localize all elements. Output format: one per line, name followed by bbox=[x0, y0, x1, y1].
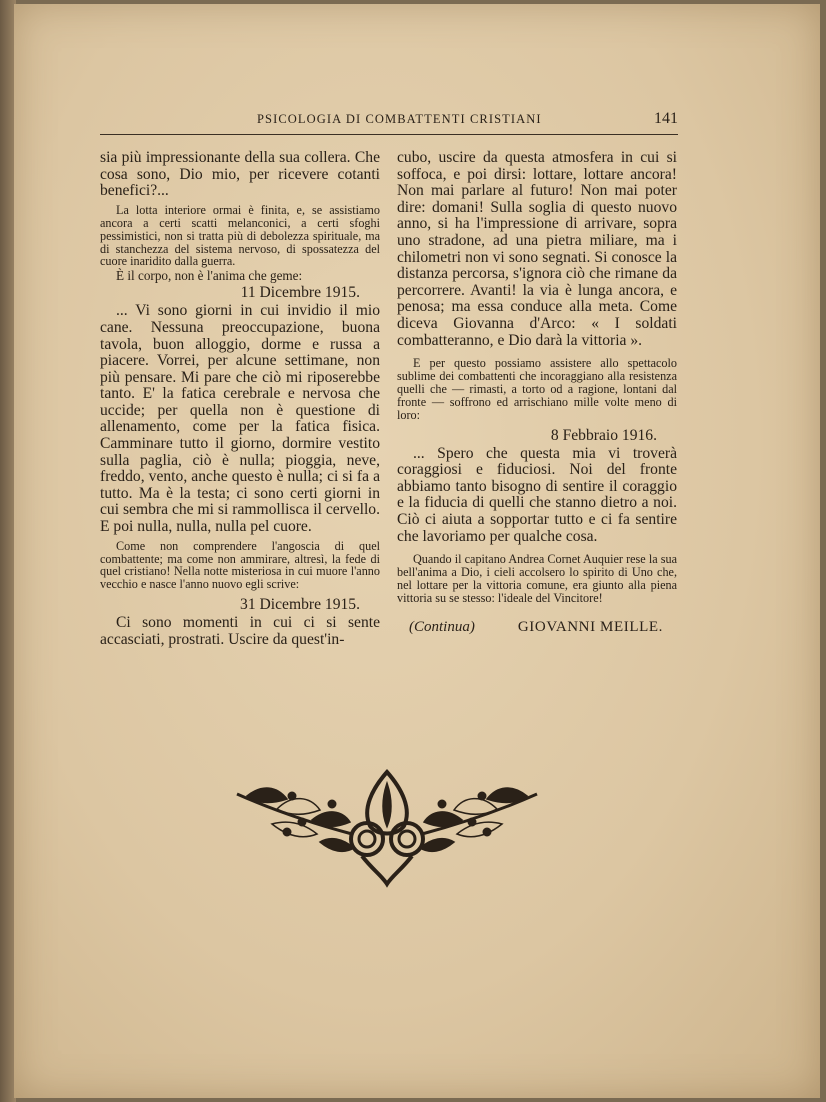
left-column bbox=[100, 150, 380, 648]
commentary-paragraph: La lotta interiore ormai è finita, e, se assistiamo ancora a certi scatti melanconici, a certi sfoghi pessimistici, non si tratta più di debolezza spirituale, ma di stanchezza del sistema nervoso, di spossatezza del cuore inaridito dalla guerra. bbox=[100, 202, 380, 269]
letter-date: 11 Dicembre 1915. bbox=[240, 284, 360, 302]
commentary-paragraph: Quando il capitano Andrea Cornet Auquier rese la sua bell'anima a Dio, i cieli accolsero lo spirito di Uno che, nel lottare per la vittoria comune, era giunto alla piena vittoria su se stesso: l'ideale del Vincitore! bbox=[397, 552, 677, 605]
letter-paragraph: cubo, uscire da questa atmosfera in cui si soffoca, e poi dirsi: lottare, lottare ancora! Non mai parlare al futuro! Non mai poter dire: domani! Sulla soglia di questo nuovo anno, si ha l'impressione di arrivare, sopra uno stradone, ad una pietra miliare, ma i chilometri non vi sono segnati. Si conosce la distanza percorsa, s'ignora ciò che rimane da percorrere. Avanti! la via è lunga ancora, e penosa; ma essa conduce alla meta. Come diceva Giovanna d'Arco: « I soldati combatteranno, e Dio darà la vittoria ». bbox=[397, 149, 677, 349]
letter-date: 8 Febbraio 1916. bbox=[550, 426, 657, 444]
author-signature: GIOVANNI MEILLE. bbox=[517, 618, 663, 635]
page-number: 141 bbox=[654, 110, 678, 127]
continua-note: (Continua) bbox=[409, 618, 475, 635]
commentary-paragraph: E per questo possiamo assistere allo spettacolo sublime dei combattenti che incoraggiano alla resistenza quelli che — rimasti, a torto od a ragione, lontani dal fronte — soffrono ed arrischiano mille volte meno di loro: bbox=[397, 356, 677, 422]
right-column bbox=[397, 150, 677, 636]
letter-paragraph: Ci sono momenti in cui ci si sente accasciati, prostrati. Uscire da quest'in- bbox=[100, 614, 380, 648]
letter-date: 31 Dicembre 1915. bbox=[240, 596, 360, 614]
signature-line bbox=[397, 619, 677, 636]
commentary-paragraph: È il corpo, non è l'anima che geme: bbox=[116, 268, 303, 284]
running-header bbox=[100, 112, 678, 135]
commentary-paragraph: Come non comprendere l'angoscia di quel combattente; ma come non ammirare, altresì, la fede di quel cristiano! Nella notte misteriosa in cui muore l'anno vecchio e nasce l'anno nuovo egli scrive: bbox=[100, 538, 380, 592]
letter-paragraph: ... Vi sono giorni in cui invidio il mio cane. Nessuna preoccupazione, buona tavola, buon alloggio, dorme e russa a piacere. Vorrei, per alcune settimane, non più pensare. Mi pare che ciò mi riposerebbe tanto. E' la fatica cerebrale e nervosa che uccide; per quella non è questione di allenamento, come per la fatica fisica. Camminare tutto il giorno, dormire vestito sulla paglia, ciò è nulla; pioggia, neve, freddo, vento, anche questo è nulla; ci si fa a tutto. Ma è la testa; ci sono certi giorni in cui sembra che mi si rammollisca il cervello. E poi nulla, nulla, nulla pel cuore. bbox=[100, 302, 380, 536]
paragraph: sia più impressionante della sua collera. Che cosa sono, Dio mio, per ricevere cotanti benefici?... bbox=[100, 149, 380, 200]
letter-paragraph: ... Spero che questa mia vi troverà coraggiosi e fiduciosi. Noi del fronte abbiamo tanto bisogno di sentire il coraggio e la fiducia di quelli che stanno dietro a noi. Ciò ci aiuta a sopportar tutto e ci fa sentire che lavoriamo per qualche cosa. bbox=[397, 444, 677, 545]
floral-vignette-icon bbox=[232, 764, 542, 890]
running-title: PSICOLOGIA DI COMBATTENTI CRISTIANI bbox=[257, 112, 542, 126]
